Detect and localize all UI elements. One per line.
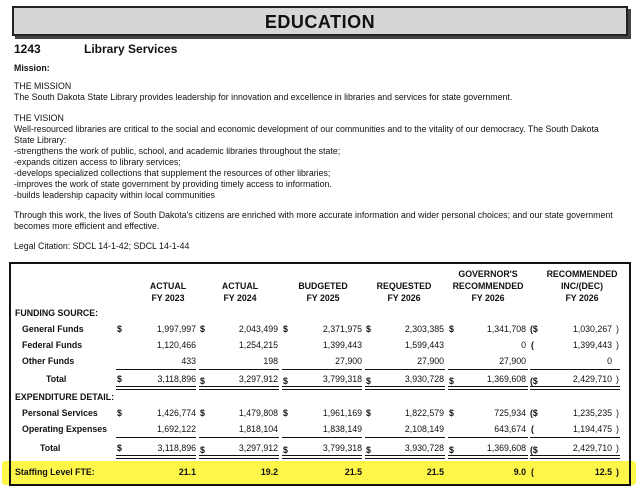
currency-symbol: ($ [530,445,538,455]
currency-symbol: ($ [530,408,538,418]
double-rule [116,386,196,390]
vision-line-2: State Library: [14,135,67,145]
table-cell: 1,254,215 [238,340,278,350]
expenditure-section-title: EXPENDITURE DETAIL: [15,392,115,402]
table-cell: 3,297,912 [238,443,278,453]
fte-label: Staffing Level FTE: [15,467,95,477]
table-cell: 1,599,443 [404,340,444,350]
mission-label: Mission: [14,63,50,73]
table-cell: 3,118,896 [157,374,196,384]
table-cell: 3,799,318 [322,374,362,384]
program-number: 1243 [14,42,41,56]
double-rule [530,386,620,390]
fte-value: 21.1 [178,467,196,477]
fte-value: 9.0 [513,467,526,477]
table-cell: 2,429,710 [572,443,612,453]
paren-close: ) [616,467,619,477]
table-cell: 0 [521,340,526,350]
row-label: Operating Expenses [22,424,108,434]
double-rule [365,386,445,390]
total-rule [199,369,279,370]
vision-bullet: -builds leadership capacity within local communities [14,190,215,200]
table-cell: 1,997,997 [156,324,196,334]
currency-symbol: ($ [530,324,538,334]
through-line-1: Through this work, the lives of South Dakota's citizens are enriched with more accurate information and wider personal choices; and our state government [14,210,613,220]
total-rule [282,437,362,438]
table-cell: 3,297,912 [238,374,278,384]
table-cell: 0 [607,356,612,366]
total-rule [448,437,528,438]
legal-citation: Legal Citation: SDCL 14-1-42; SDCL 14-1-44 [14,241,190,251]
double-rule [365,455,445,459]
table-cell: 1,030,267 [572,324,612,334]
total-rule [116,437,196,438]
currency-symbol: ($ [530,376,538,386]
table-cell: 27,900 [417,356,444,366]
vision-bullet: -develops specialized collections that supplement the resources of other libraries; [14,168,331,178]
fte-value: 12.5 [594,467,612,477]
table-cell: 1,822,579 [404,408,444,418]
column-header: REQUESTED [376,281,432,291]
double-rule [116,455,196,459]
currency-symbol: $ [117,324,122,334]
currency-symbol: $ [283,324,288,334]
mission-heading: THE MISSION [14,81,72,91]
currency-symbol: $ [449,408,454,418]
total-rule [530,437,620,438]
double-rule [199,386,279,390]
column-header: RECOMMENDED [546,269,618,279]
vision-heading: THE VISION [14,113,64,123]
table-cell: 1,399,443 [572,340,612,350]
table-cell: 1,369,608 [486,443,526,453]
through-line-2: becomes more efficient and effective. [14,221,160,231]
total-rule [530,369,620,370]
table-cell: 1,120,466 [156,340,196,350]
row-label: Personal Services [22,408,98,418]
row-label: Total [46,374,67,384]
table-cell: 3,118,896 [157,443,196,453]
column-header: RECOMMENDED [452,281,524,291]
table-cell: 2,043,499 [238,324,278,334]
row-label: Federal Funds [22,340,83,350]
table-cell: 1,235,235 [572,408,612,418]
fte-value: 21.5 [344,467,362,477]
row-label: General Funds [22,324,84,334]
row-label: Total [40,443,61,453]
currency-symbol: $ [200,324,205,334]
double-rule [282,455,362,459]
table-cell: 1,692,122 [156,424,196,434]
currency-symbol: $ [200,376,205,386]
currency-symbol: $ [449,376,454,386]
table-cell: 725,934 [494,408,526,418]
currency-symbol: $ [117,408,122,418]
column-header: BUDGETED [298,281,348,291]
table-cell: 2,429,710 [572,374,612,384]
currency-symbol: $ [449,445,454,455]
currency-symbol: $ [200,408,205,418]
currency-symbol: $ [366,408,371,418]
vision-line-1: Well-resourced libraries are critical to the social and economic development of our communities and to the vitality of our democracy. The South Dakota [14,124,599,134]
paren-open: ( [531,467,534,477]
paren-close: ) [616,340,619,350]
table-cell: 1,838,149 [322,424,362,434]
table-cell: 2,371,975 [322,324,362,334]
table-cell: 27,900 [335,356,362,366]
table-cell: 1,479,808 [238,408,278,418]
currency-symbol: $ [366,376,371,386]
currency-symbol: $ [283,445,288,455]
currency-symbol: $ [117,374,122,384]
column-header: FY 2024 [223,293,257,303]
paren-close: ) [616,424,619,434]
currency-symbol: $ [366,324,371,334]
program-name: Library Services [84,42,178,56]
total-rule [365,369,445,370]
vision-bullet: -expands citizen access to library services; [14,157,181,167]
currency-symbol: $ [366,445,371,455]
table-cell: 1,961,169 [322,408,362,418]
currency-symbol: $ [449,324,454,334]
column-header: FY 2026 [387,293,421,303]
total-rule [282,369,362,370]
table-cell: 1,818,104 [238,424,278,434]
vision-bullet: -improves the work of state government by providing timely access to information. [14,179,332,189]
column-header: INC/(DEC) [560,281,604,291]
table-cell: 433 [181,356,196,366]
double-rule [448,455,528,459]
column-header: FY 2026 [565,293,599,303]
column-header: FY 2023 [151,293,185,303]
section-header-box [12,6,628,36]
table-cell: 3,799,318 [322,443,362,453]
table-cell: 27,900 [499,356,526,366]
currency-symbol: $ [117,443,122,453]
currency-symbol: $ [283,376,288,386]
paren-close: ) [616,443,619,453]
table-cell: 1,399,443 [322,340,362,350]
table-cell: 1,426,774 [156,408,196,418]
total-rule [448,369,528,370]
column-header: FY 2026 [471,293,505,303]
paren-open: ( [531,424,534,434]
table-cell: 3,930,728 [404,374,444,384]
paren-close: ) [616,374,619,384]
currency-symbol: $ [200,445,205,455]
fte-value: 21.5 [426,467,444,477]
double-rule [530,455,620,459]
funding-section-title: FUNDING SOURCE: [15,308,99,318]
vision-bullet: -strengthens the work of public, school, and academic libraries throughout the state; [14,146,341,156]
double-rule [282,386,362,390]
paren-close: ) [616,408,619,418]
paren-open: ( [531,340,534,350]
mission-text: The South Dakota State Library provides leadership for innovation and excellence in libraries and services for state government. [14,92,513,102]
double-rule [199,455,279,459]
total-rule [199,437,279,438]
table-cell: 3,930,728 [404,443,444,453]
table-cell: 1,341,708 [486,324,526,334]
table-cell: 1,194,475 [572,424,612,434]
column-header: GOVERNOR'S [458,269,518,279]
row-label: Other Funds [22,356,75,366]
currency-symbol: $ [283,408,288,418]
paren-close: ) [616,324,619,334]
total-rule [365,437,445,438]
table-cell: 2,303,385 [404,324,444,334]
section-title: EDUCATION [264,12,376,32]
table-cell: 643,674 [494,424,526,434]
table-cell: 1,369,608 [486,374,526,384]
table-cell: 2,108,149 [404,424,444,434]
column-header: ACTUAL [149,281,187,291]
fte-value: 19.2 [260,467,278,477]
total-rule [116,369,196,370]
double-rule [448,386,528,390]
column-header: FY 2025 [306,293,340,303]
table-cell: 198 [263,356,278,366]
column-header: ACTUAL [221,281,259,291]
